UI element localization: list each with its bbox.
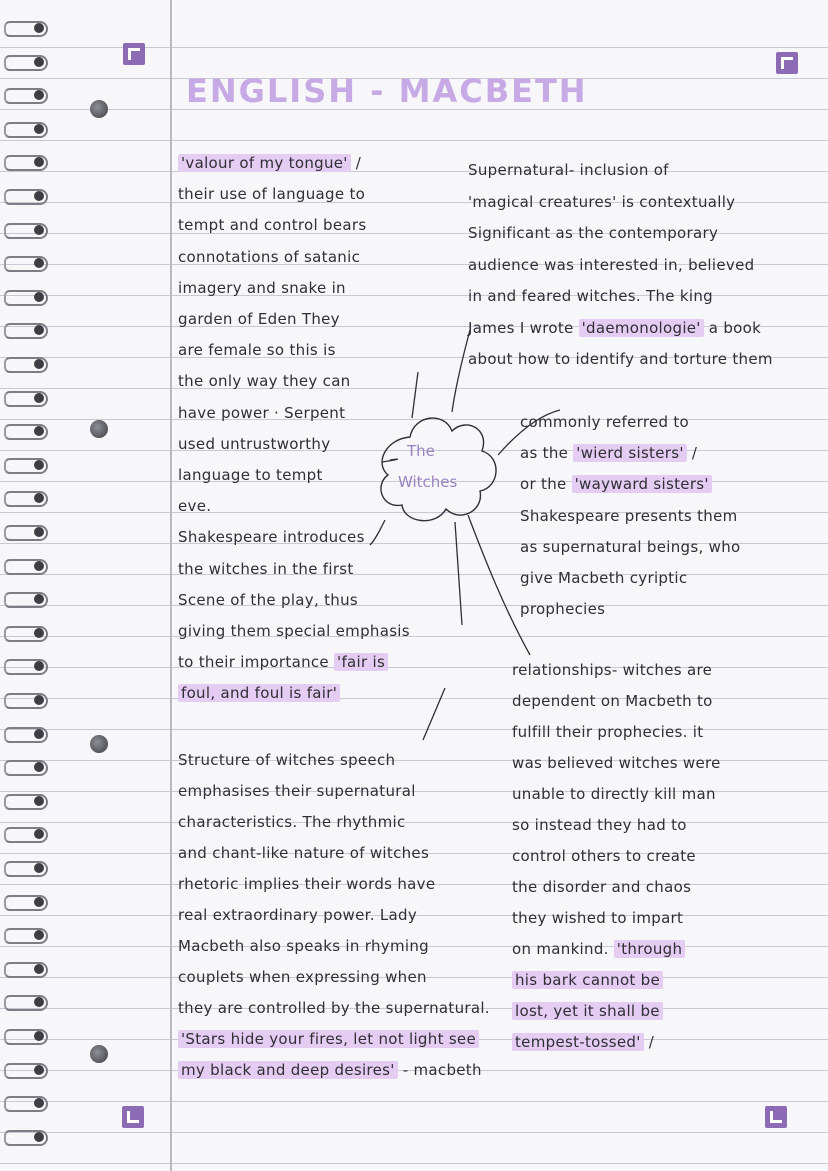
note-text: and chant-like nature of witches <box>178 844 430 862</box>
note-text: they are controlled by the supernatural. <box>178 999 490 1017</box>
note-text: rhetoric implies their words have <box>178 875 436 893</box>
note-left-top-line <box>178 496 211 516</box>
quote-highlight: 'through <box>614 940 685 958</box>
note-text: tempt and control bears <box>178 216 367 235</box>
page-title: ENGLISH - MACBETH <box>186 72 588 110</box>
note-text: giving them special emphasis <box>178 622 410 640</box>
note-left-top-line <box>178 371 351 391</box>
note-right-bottom-line <box>512 877 691 897</box>
note-text: their use of language to <box>178 185 366 204</box>
note-left-top-line <box>178 184 365 204</box>
note-text-after: / <box>643 1033 655 1051</box>
note-left-top-line <box>178 465 323 485</box>
quote-highlight: 'wierd sisters' <box>573 444 687 462</box>
note-right-bottom-line <box>512 970 663 990</box>
note-text: control others to create <box>512 847 696 865</box>
note-left-top-line <box>178 278 346 298</box>
note-text: have power · Serpent <box>178 403 346 422</box>
quote-highlight: 'daemonologie' <box>579 319 704 337</box>
note-right-top-line <box>468 286 713 306</box>
center-label-witches: Witches <box>398 473 458 491</box>
note-text: Significant as the contemporary <box>468 224 719 242</box>
connector-line <box>452 330 470 412</box>
note-text: about how to identify and torture them <box>468 350 773 368</box>
note-left-top-line <box>178 403 345 423</box>
note-right-bottom-line <box>512 784 716 804</box>
note-right-bottom-line <box>512 691 713 711</box>
note-text: commonly referred to <box>520 413 690 431</box>
quote-highlight: 'wayward sisters' <box>572 475 712 493</box>
note-text: on mankind. <box>512 940 609 958</box>
note-left-bottom-line <box>178 781 416 801</box>
note-left-top-line <box>178 590 358 610</box>
note-text: the witches in the first <box>178 559 354 578</box>
note-right-top-line <box>468 349 773 369</box>
note-text: in and feared witches. The king <box>468 287 713 305</box>
note-text: or the <box>520 475 567 494</box>
note-text: James I wrote <box>468 318 574 337</box>
note-right-bottom-line <box>512 722 703 742</box>
note-left-bottom-line <box>178 998 490 1018</box>
note-text: couplets when expressing when <box>178 968 427 986</box>
note-text: dependent on Macbeth to <box>512 692 713 710</box>
note-left-bottom-line <box>178 812 406 832</box>
center-cloud-shape <box>374 405 504 530</box>
note-text-after: / <box>350 154 362 172</box>
note-left-bottom-line <box>178 1029 479 1049</box>
note-right-bottom-line <box>512 1032 654 1052</box>
note-right-middle-line <box>520 443 697 463</box>
note-right-top-line <box>468 192 735 212</box>
note-right-top-line <box>468 223 718 243</box>
note-left-top-line <box>178 340 336 360</box>
note-left-bottom-line <box>178 843 429 863</box>
note-left-top-line <box>178 153 361 173</box>
note-text: garden of Eden They <box>178 310 340 328</box>
note-text-after: a book <box>703 318 762 337</box>
note-text-after: / <box>686 444 698 463</box>
note-right-bottom-line <box>512 908 683 928</box>
note-text: Shakespeare presents them <box>520 506 738 525</box>
note-right-bottom-line <box>512 1001 663 1021</box>
note-text: so instead they had to <box>512 816 687 834</box>
note-right-bottom-line <box>512 815 687 835</box>
note-left-top-line <box>178 652 388 672</box>
note-right-bottom-line <box>512 660 712 680</box>
quote-highlight: tempest-tossed' <box>512 1033 644 1051</box>
quote-highlight: 'valour of my tongue' <box>178 154 351 172</box>
note-text: Supernatural- inclusion of <box>468 161 669 179</box>
note-left-bottom-line <box>178 905 417 925</box>
note-text: Shakespeare introduces <box>178 528 365 547</box>
note-right-bottom-line <box>512 846 696 866</box>
connector-line <box>455 522 462 625</box>
note-left-top-line <box>178 309 340 329</box>
note-right-bottom-line <box>512 939 685 959</box>
note-text: characteristics. The rhythmic <box>178 813 406 831</box>
note-left-top-line <box>178 215 366 235</box>
note-left-top-line <box>178 247 360 267</box>
note-right-middle-line <box>520 537 740 557</box>
note-text: they wished to impart <box>512 909 684 927</box>
note-right-top-line <box>468 255 754 275</box>
note-text: unable to directly kill man <box>512 785 716 803</box>
note-text: connotations of satanic <box>178 247 361 266</box>
note-left-bottom-line <box>178 936 429 956</box>
note-left-bottom-line <box>178 750 395 770</box>
note-text: audience was interested in, believed <box>468 255 755 274</box>
note-text: was believed witches were <box>512 754 721 772</box>
note-right-middle-line <box>520 474 712 494</box>
note-right-middle-line <box>520 506 738 526</box>
note-left-bottom-line <box>178 1060 482 1080</box>
quote-highlight: lost, yet it shall be <box>512 1002 663 1020</box>
note-text: Macbeth also speaks in rhyming <box>178 937 429 955</box>
note-text: imagery and snake in <box>178 278 346 297</box>
note-right-middle-line <box>520 412 689 432</box>
note-text: to their importance <box>178 653 329 672</box>
note-text: Structure of witches speech <box>178 751 396 769</box>
note-right-middle-line <box>520 599 605 619</box>
note-left-top-line <box>178 434 330 454</box>
quote-highlight: my black and deep desires' <box>178 1061 398 1079</box>
note-text: used untrustworthy <box>178 434 331 453</box>
note-text: 'magical creatures' is contextually <box>468 192 736 211</box>
quote-highlight: foul, and foul is fair' <box>178 684 340 702</box>
connector-line <box>423 688 445 740</box>
note-right-bottom-line <box>512 753 721 773</box>
quote-highlight: his bark cannot be <box>512 971 663 989</box>
note-text: the disorder and chaos <box>512 878 692 896</box>
quote-highlight: 'fair is <box>334 653 388 671</box>
note-right-top-line <box>468 318 761 338</box>
note-left-top-line <box>178 683 340 703</box>
note-text: Scene of the play, thus <box>178 590 359 609</box>
center-label-the: The <box>407 442 435 460</box>
note-left-bottom-line <box>178 874 435 894</box>
note-left-top-line <box>178 621 410 641</box>
note-left-top-line <box>178 559 354 579</box>
note-right-middle-line <box>520 568 687 588</box>
quote-highlight: 'Stars hide your fires, let not light see <box>178 1030 479 1048</box>
note-text: relationships- witches are <box>512 661 713 679</box>
note-left-top-line <box>178 527 365 547</box>
note-text: eve. <box>178 497 212 516</box>
note-text: prophecies <box>520 600 606 619</box>
note-text: the only way they can <box>178 372 351 391</box>
note-text: language to tempt <box>178 466 323 484</box>
note-text: fulfill their prophecies. it <box>512 723 704 741</box>
note-left-bottom-line <box>178 967 427 987</box>
note-text: as the <box>520 444 569 463</box>
note-text: emphasises their supernatural <box>178 782 416 800</box>
note-text-after: - macbeth <box>397 1061 482 1079</box>
note-text: real extraordinary power. Lady <box>178 906 418 924</box>
note-text: give Macbeth cyriptic <box>520 569 688 587</box>
note-right-top-line <box>468 160 669 180</box>
note-text: as supernatural beings, who <box>520 537 741 556</box>
note-text: are female so this is <box>178 341 336 360</box>
